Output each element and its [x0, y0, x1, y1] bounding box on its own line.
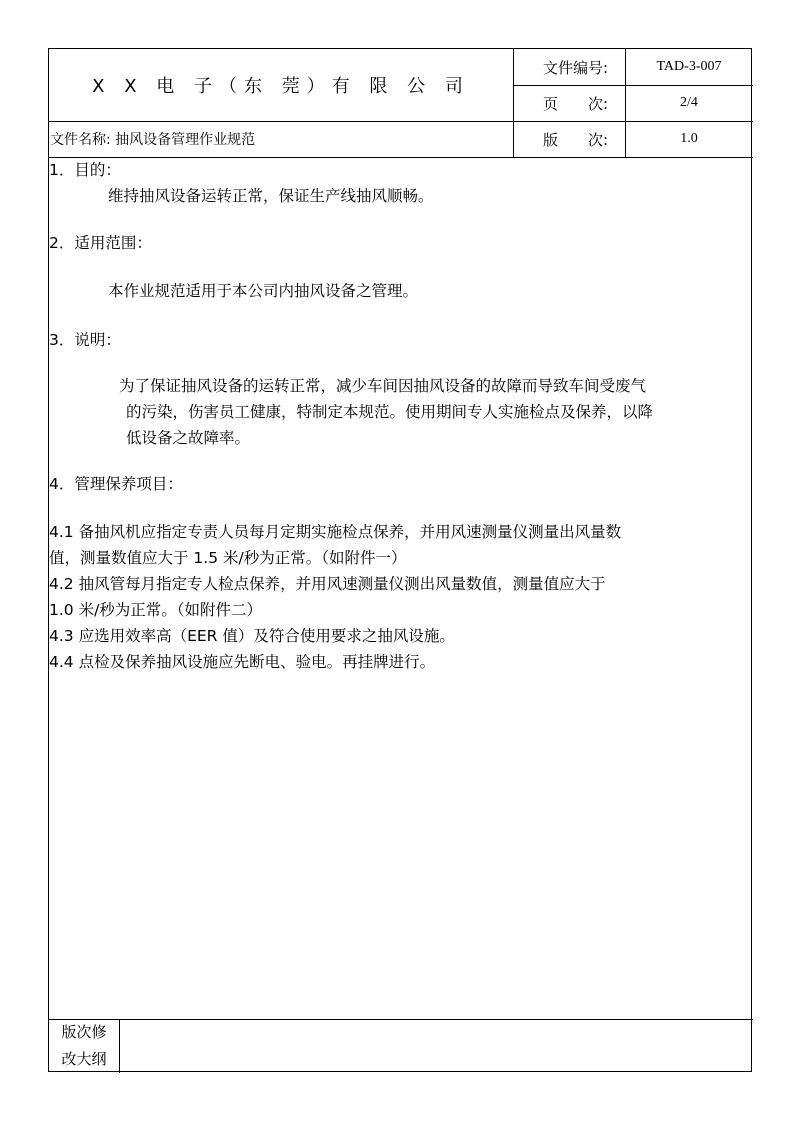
- section-2-text: 本作业规范适用于本公司内抽风设备之管理。: [108, 282, 419, 300]
- page-label: 页 次:: [543, 94, 609, 113]
- item-4-1-line-1: 4.1 备抽风机应指定专责人员每月定期实施检点保养，并用风速测量仪测量出风量数: [49, 523, 622, 541]
- page-value: 2/4: [680, 95, 698, 110]
- revision-summary-label: [49, 1019, 119, 1073]
- revision-label-line-1: 版次修: [61, 1023, 107, 1041]
- doc-number-label: 文件编号:: [543, 58, 609, 77]
- file-name: 文件名称: 抽风设备管理作业规范: [50, 132, 256, 148]
- item-4-2-line-1: 4.2 抽风管每月指定专人检点保养，并用风速测量仪测出风量数值，测量值应大于: [49, 575, 606, 593]
- section-4-title: 4．管理保养项目：: [49, 475, 183, 493]
- version-value: 1.0: [680, 131, 698, 146]
- item-4-3: 4.3 应选用效率高（EER 值）及符合使用要求之抽风设施。: [49, 627, 455, 645]
- section-3-line-1: 为了保证抽风设备的运转正常，减少车间因抽风设备的故障而导致车间受废气: [119, 377, 647, 395]
- item-4-1-line-2: 值，测量数值应大于 1.5 米/秒为正常。（如附件一）: [49, 549, 407, 567]
- section-3-line-2: 的污染，伤害员工健康，特制定本规范。使用期间专人实施检点及保养，以降: [126, 403, 654, 421]
- revision-summary-content: [120, 1020, 752, 1072]
- item-4-2-line-2: 1.0 米/秒为正常。（如附件二）: [49, 601, 263, 619]
- revision-label-line-2: 改大纲: [61, 1050, 107, 1068]
- section-3-title: 3．说明：: [49, 331, 121, 349]
- section-1-title: 1．目的：: [49, 161, 121, 179]
- section-1-text: 维持抽风设备运转正常，保证生产线抽风顺畅。: [108, 187, 434, 205]
- section-2-title: 2．适用范围：: [49, 234, 152, 252]
- document-frame: [48, 48, 752, 1072]
- section-3-line-3: 低设备之故障率。: [126, 429, 251, 447]
- version-label: 版 次:: [543, 130, 609, 149]
- header-rule-3: [49, 157, 753, 158]
- item-4-4: 4.4 点检及保养抽风设施应先断电、验电。再挂牌进行。: [49, 653, 436, 671]
- doc-number-value: TAD-3-007: [656, 59, 722, 74]
- company-name: X X 电 子（东 莞）有 限 公 司: [92, 76, 470, 97]
